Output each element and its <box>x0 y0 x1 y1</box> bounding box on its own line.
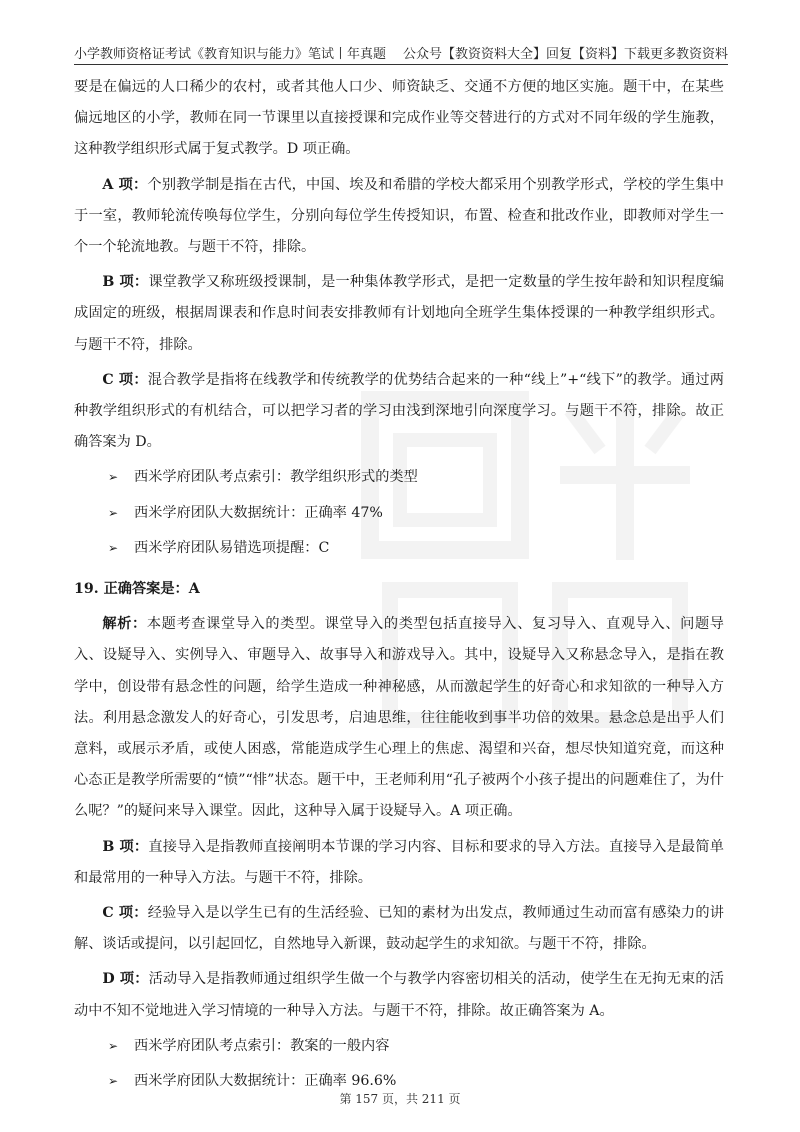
bullet-text: 西米学府团队大数据统计：正确率 47% <box>134 504 383 521</box>
arrow-bullet-icon: ➢ <box>108 470 119 485</box>
option-text: 经验导入是以学生已有的生活经验、已知的素材为出发点，教师通过生动而富有感染力的讲解、谈话或提问，以引起回忆，自然地导入新课，鼓动起学生的求知欲。与题干不符，排除。 <box>74 905 724 953</box>
option-label: B 项： <box>102 838 149 855</box>
option-label: B 项： <box>102 274 149 291</box>
arrow-bullet-icon: ➢ <box>108 1038 119 1053</box>
analysis-text: 本题考查课堂导入的类型。课堂导入的类型包括直接导入、复习导入、直观导入、问题导入、设疑导入、实例导入、审题导入、故事导入和游戏导入。其中，设疑导入又称悬念导入，是指在教学中，创设带有悬念性的问题，给学生造成一种神秘感，从而激起学生的好奇心和求知欲的一种导入方法。利用悬念激发人的好奇心，引发思考，启迪思维，往往能收到事半功倍的效果。悬念总是出乎人们意料，或展示矛盾，或使人困惑，常能造成学生心理上的焦虑、渴望和兴奋，想尽快知道究竟，而这种心态正是教学所需要的“愤”“悱”状态。题干中，王老师利用“孔子被两个小孩子提出的问题难住了，为什么呢？”的疑问来导入课堂。因此，这种导入属于设疑导入。A 项正确。 <box>74 616 724 820</box>
page-content <box>74 72 724 1097</box>
option-text: 混合教学是指将在线教学和传统教学的优势结合起来的一种“线上”+“线下”的教学。通过两种教学组织形式的有机结合，可以把学习者的学习由浅到深地引向深度学习。与题干不符，排除。故正确答案为 D。 <box>74 371 724 451</box>
q19-bullet <box>74 1031 724 1062</box>
header-left-title: 小学教师资格证考试《教育知识与能力》笔试丨年真题 <box>74 47 387 62</box>
q18-bullet <box>74 533 724 564</box>
option-text: 个别教学制是指在古代，中国、埃及和希腊的学校大都采用个别教学形式，学校的学生集中于一室，教师轮流传唤每位学生，分别向每位学生传授知识，布置、检查和批改作业，即教师对学生一个一个轮流地教。与题干不符，排除。 <box>74 176 724 256</box>
option-label: A 项： <box>102 176 148 193</box>
arrow-bullet-icon: ➢ <box>108 1074 119 1089</box>
q18-option-b <box>74 267 724 361</box>
q19-analysis <box>74 609 724 827</box>
option-label: C 项： <box>102 905 148 922</box>
bullet-text: 西米学府团队考点索引：教学组织形式的类型 <box>134 469 418 486</box>
q19-option-d <box>74 964 724 1026</box>
q18-option-a <box>74 170 724 264</box>
q18-bullet <box>74 462 724 493</box>
continuation-paragraph: 要是在偏远的人口稀少的农村，或者其他人口少、师资缺乏、交通不方便的地区实施。题干中，在某些偏远地区的小学，教师在同一节课里以直接授课和完成作业等交替进行的方式对不同年级的学生施教，这种教学组织形式属于复式教学。D 项正确。 <box>74 79 724 158</box>
option-text: 课堂教学又称班级授课制，是一种集体教学形式，是把一定数量的学生按年龄和知识程度编成固定的班级，根据周课表和作息时间表安排教师有计划地向全班学生集体授课的一种教学组织形式。与题干不符，排除。 <box>74 274 724 353</box>
arrow-bullet-icon: ➢ <box>108 540 119 555</box>
option-text: 活动导入是指教师通过组织学生做一个与教学内容密切相关的活动，使学生在无拘无束的活动中不知不觉地进入学习情境的一种导入方法。与题干不符，排除。故正确答案为 A。 <box>74 971 724 1019</box>
header-right-note: 公众号【教资资料大全】回复【资料】下载更多教资资料 <box>402 47 728 62</box>
question-19-title: 19. 正确答案是：A <box>74 581 200 598</box>
q18-bullet <box>74 498 724 529</box>
page-footer: 第 157 页，共 211 页 <box>339 1092 461 1106</box>
option-label: D 项： <box>102 971 149 988</box>
q19-option-b <box>74 832 724 894</box>
bullet-text: 西米学府团队考点索引：教案的一般内容 <box>134 1037 390 1054</box>
bullet-text: 西米学府团队大数据统计：正确率 96.6% <box>134 1073 397 1090</box>
option-text: 直接导入是指教师直接阐明本节课的学习内容、目标和要求的导入方法。直接导入是最简单和最常用的一种导入方法。与题干不符，排除。 <box>74 838 724 886</box>
analysis-label: 解析： <box>102 616 147 633</box>
option-label: C 项： <box>102 371 148 388</box>
q18-option-c <box>74 365 724 459</box>
arrow-bullet-icon: ➢ <box>108 505 119 520</box>
bullet-text: 西米学府团队易错选项提醒：C <box>134 539 330 556</box>
q19-option-c <box>74 898 724 960</box>
page-header <box>74 40 728 65</box>
